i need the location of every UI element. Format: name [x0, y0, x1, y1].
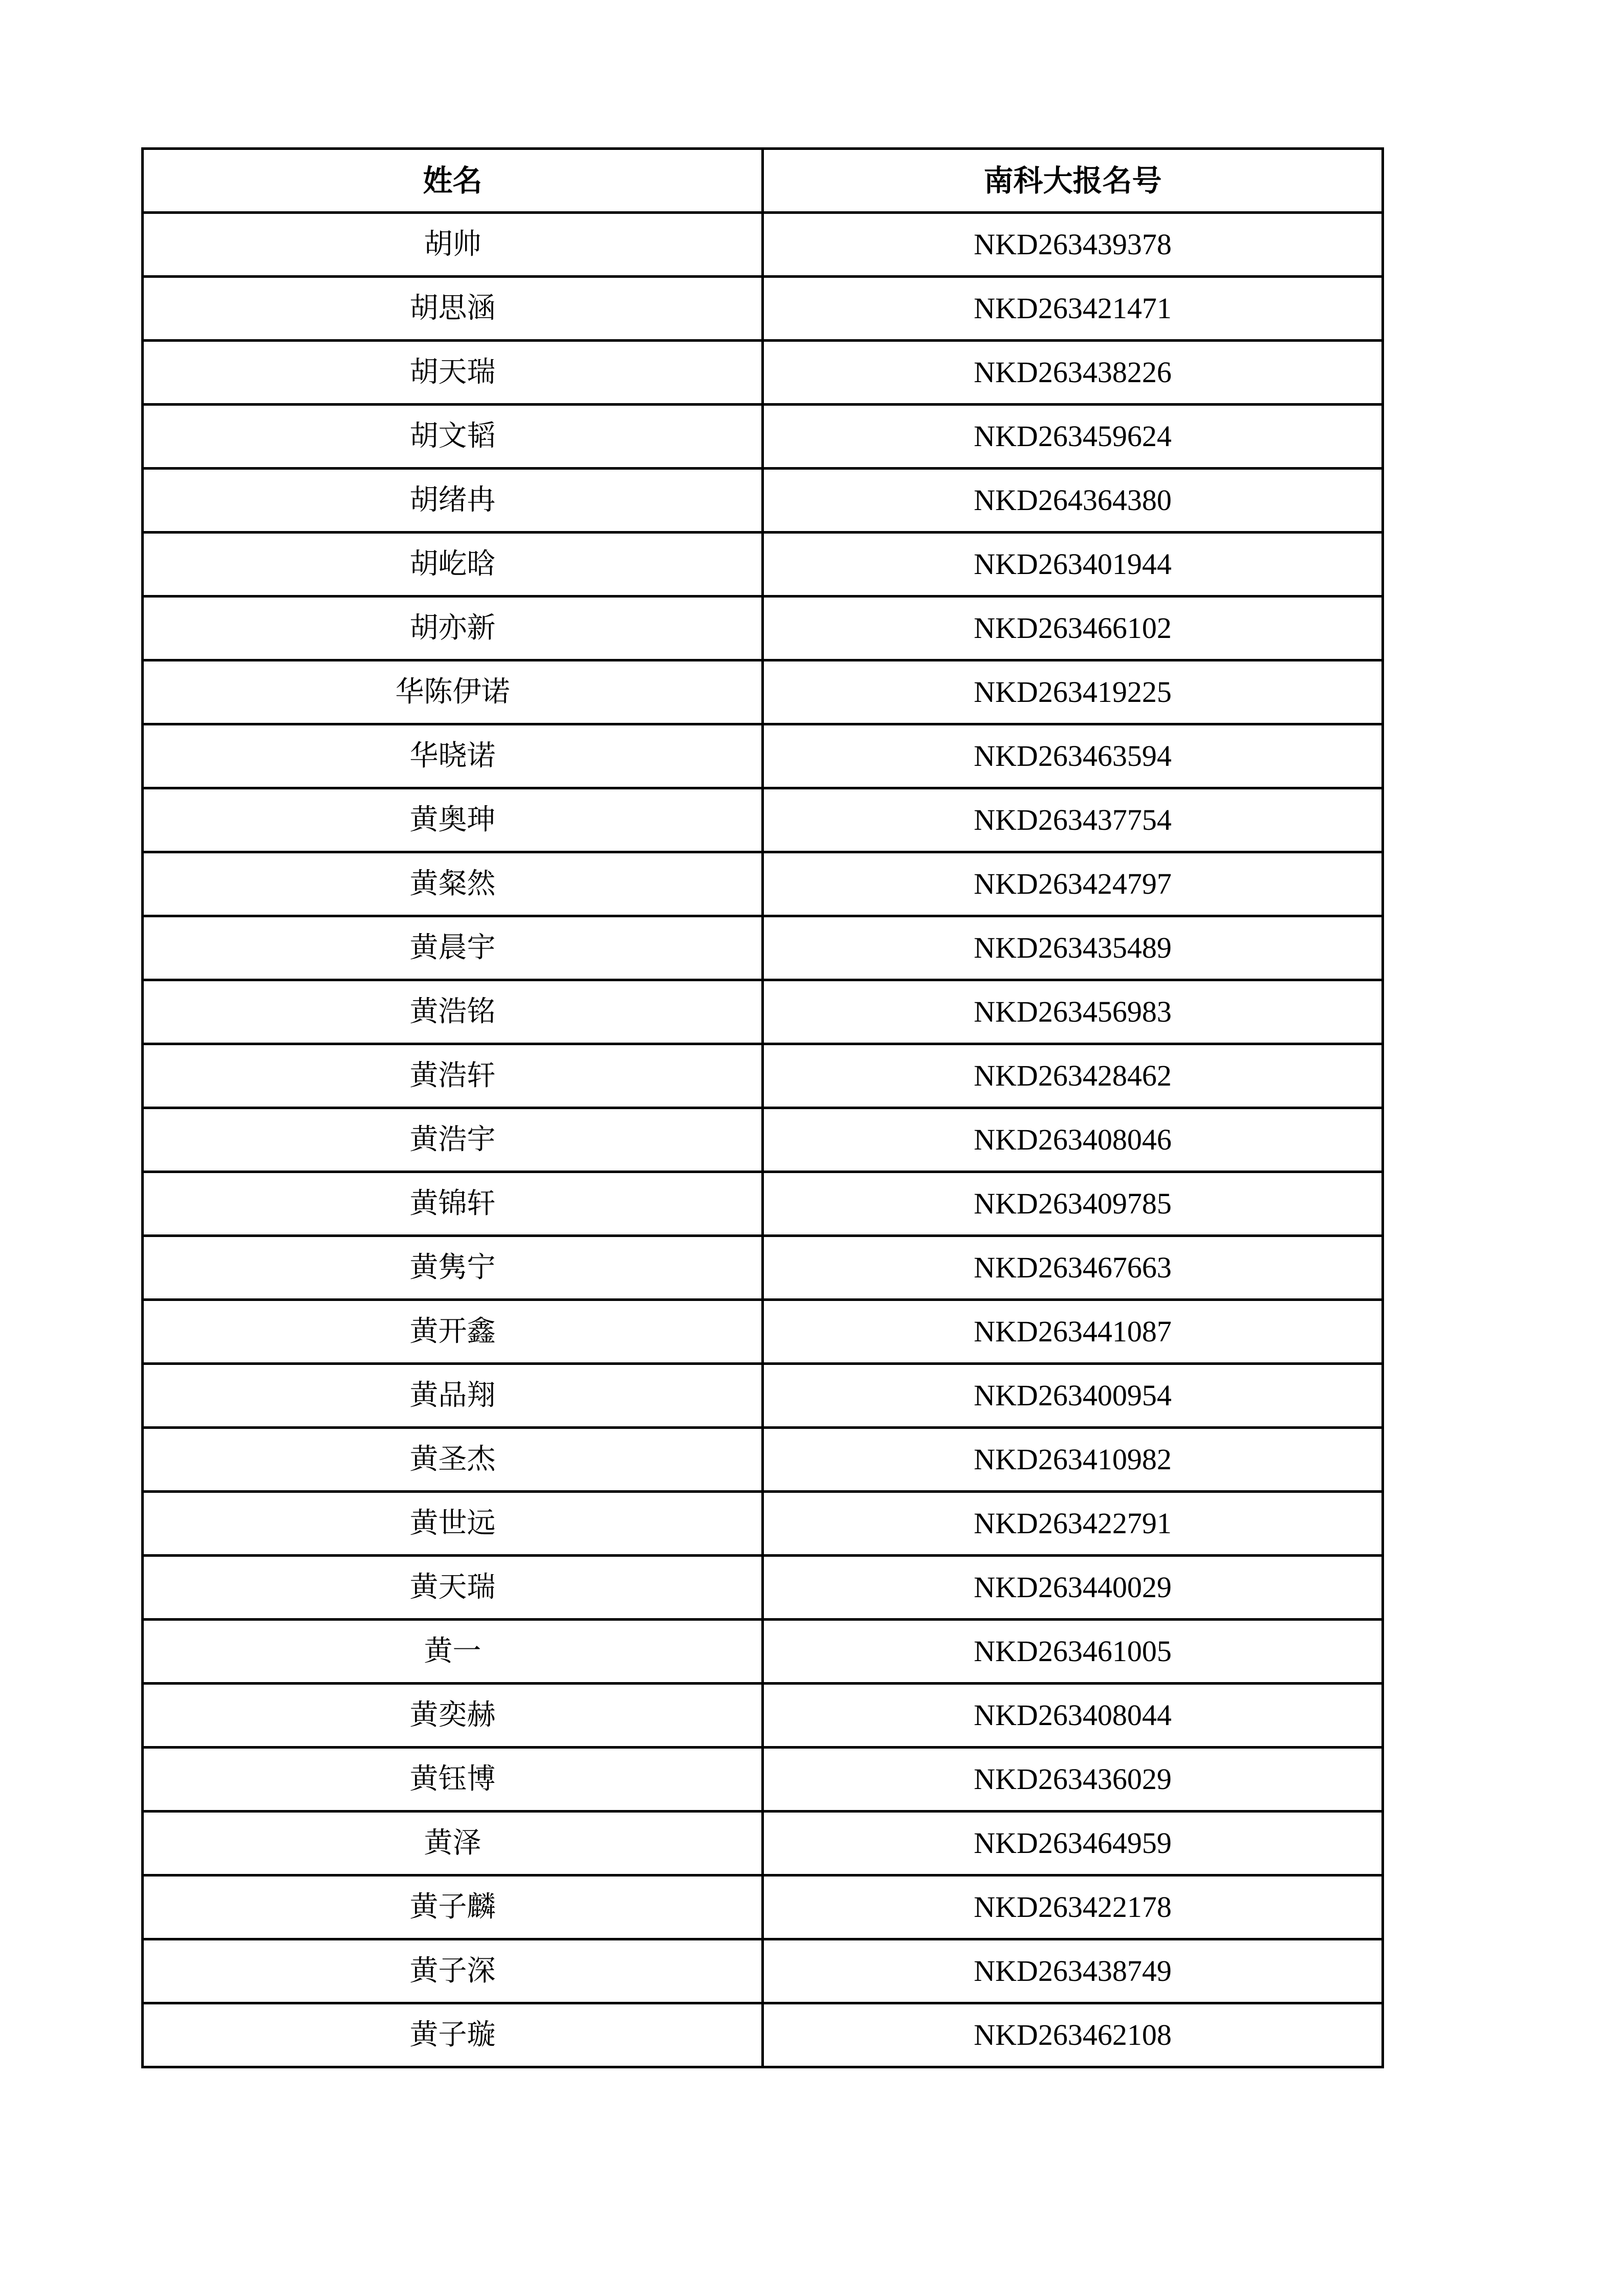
table-row [143, 1748, 1383, 1812]
registration-id-cell: NKD263421471 [763, 277, 1383, 341]
registration-id-cell: NKD263456983 [763, 980, 1383, 1044]
table-row [143, 1875, 1383, 1939]
name-cell: 黄浩轩 [143, 1044, 763, 1108]
table-row [143, 405, 1383, 469]
table-row [143, 1108, 1383, 1172]
registration-id-cell: NKD263459624 [763, 405, 1383, 469]
name-cell: 胡文韬 [143, 405, 763, 469]
table-row [143, 341, 1383, 405]
name-cell: 黄子深 [143, 1939, 763, 2003]
registration-id-cell: NKD263436029 [763, 1748, 1383, 1812]
table-row [143, 1939, 1383, 2003]
table-row [143, 1812, 1383, 1875]
table-row [143, 1172, 1383, 1236]
column-header-registration-id: 南科大报名号 [763, 149, 1383, 213]
registration-id-cell: NKD263438749 [763, 1939, 1383, 2003]
registration-id-cell: NKD263463594 [763, 724, 1383, 788]
table-row [143, 1556, 1383, 1620]
name-cell: 黄子璇 [143, 2003, 763, 2067]
registration-id-cell: NKD263435489 [763, 916, 1383, 980]
registration-id-cell: NKD263422178 [763, 1875, 1383, 1939]
name-cell: 黄晨宇 [143, 916, 763, 980]
column-header-name: 姓名 [143, 149, 763, 213]
registration-id-cell: NKD263400954 [763, 1364, 1383, 1428]
name-cell: 黄奕赫 [143, 1684, 763, 1748]
table-row [143, 2003, 1383, 2067]
registration-id-cell: NKD263437754 [763, 788, 1383, 852]
name-cell: 黄奥珅 [143, 788, 763, 852]
name-cell: 华陈伊诺 [143, 660, 763, 724]
registration-id-cell: NKD263440029 [763, 1556, 1383, 1620]
table-header-row [143, 149, 1383, 213]
name-cell: 黄一 [143, 1620, 763, 1684]
registration-id-cell: NKD263409785 [763, 1172, 1383, 1236]
table-row [143, 852, 1383, 916]
name-cell: 黄浩铭 [143, 980, 763, 1044]
table-row [143, 1364, 1383, 1428]
registration-id-cell: NKD263419225 [763, 660, 1383, 724]
table-row [143, 1300, 1383, 1364]
name-cell: 黄开鑫 [143, 1300, 763, 1364]
name-cell: 黄天瑞 [143, 1556, 763, 1620]
registration-id-cell: NKD263408044 [763, 1684, 1383, 1748]
registration-id-cell: NKD263410982 [763, 1428, 1383, 1492]
table-row [143, 1620, 1383, 1684]
name-cell: 黄浩宇 [143, 1108, 763, 1172]
table-row [143, 1044, 1383, 1108]
table-row [143, 980, 1383, 1044]
registration-id-cell: NKD263401944 [763, 533, 1383, 597]
name-cell: 胡帅 [143, 213, 763, 277]
registration-id-cell: NKD263424797 [763, 852, 1383, 916]
name-cell: 黄隽宁 [143, 1236, 763, 1300]
registration-id-cell: NKD263438226 [763, 341, 1383, 405]
name-cell: 黄锦轩 [143, 1172, 763, 1236]
name-cell: 胡思涵 [143, 277, 763, 341]
table-body [143, 213, 1383, 2067]
name-cell: 黄泽 [143, 1812, 763, 1875]
name-cell: 黄品翔 [143, 1364, 763, 1428]
registration-id-cell: NKD264364380 [763, 469, 1383, 533]
registration-id-cell: NKD263422791 [763, 1492, 1383, 1556]
table-row [143, 1236, 1383, 1300]
table-row [143, 277, 1383, 341]
name-cell: 胡屹晗 [143, 533, 763, 597]
table-row [143, 724, 1383, 788]
registration-id-cell: NKD263462108 [763, 2003, 1383, 2067]
name-cell: 黄圣杰 [143, 1428, 763, 1492]
name-cell: 胡绪冉 [143, 469, 763, 533]
registration-table [141, 147, 1384, 2068]
registration-id-cell: NKD263439378 [763, 213, 1383, 277]
table-row [143, 660, 1383, 724]
registration-id-cell: NKD263464959 [763, 1812, 1383, 1875]
table-row [143, 533, 1383, 597]
table-row [143, 788, 1383, 852]
name-cell: 黄子麟 [143, 1875, 763, 1939]
table-row [143, 1492, 1383, 1556]
name-cell: 华晓诺 [143, 724, 763, 788]
registration-id-cell: NKD263467663 [763, 1236, 1383, 1300]
name-cell: 胡天瑞 [143, 341, 763, 405]
table-row [143, 1684, 1383, 1748]
registration-id-cell: NKD263466102 [763, 597, 1383, 660]
registration-id-cell: NKD263428462 [763, 1044, 1383, 1108]
table-row [143, 1428, 1383, 1492]
table-row [143, 213, 1383, 277]
name-cell: 黄粲然 [143, 852, 763, 916]
name-cell: 胡亦新 [143, 597, 763, 660]
registration-id-cell: NKD263441087 [763, 1300, 1383, 1364]
name-cell: 黄钰博 [143, 1748, 763, 1812]
table-row [143, 916, 1383, 980]
table-row [143, 597, 1383, 660]
registration-id-cell: NKD263408046 [763, 1108, 1383, 1172]
table-row [143, 469, 1383, 533]
registration-id-cell: NKD263461005 [763, 1620, 1383, 1684]
name-cell: 黄世远 [143, 1492, 763, 1556]
